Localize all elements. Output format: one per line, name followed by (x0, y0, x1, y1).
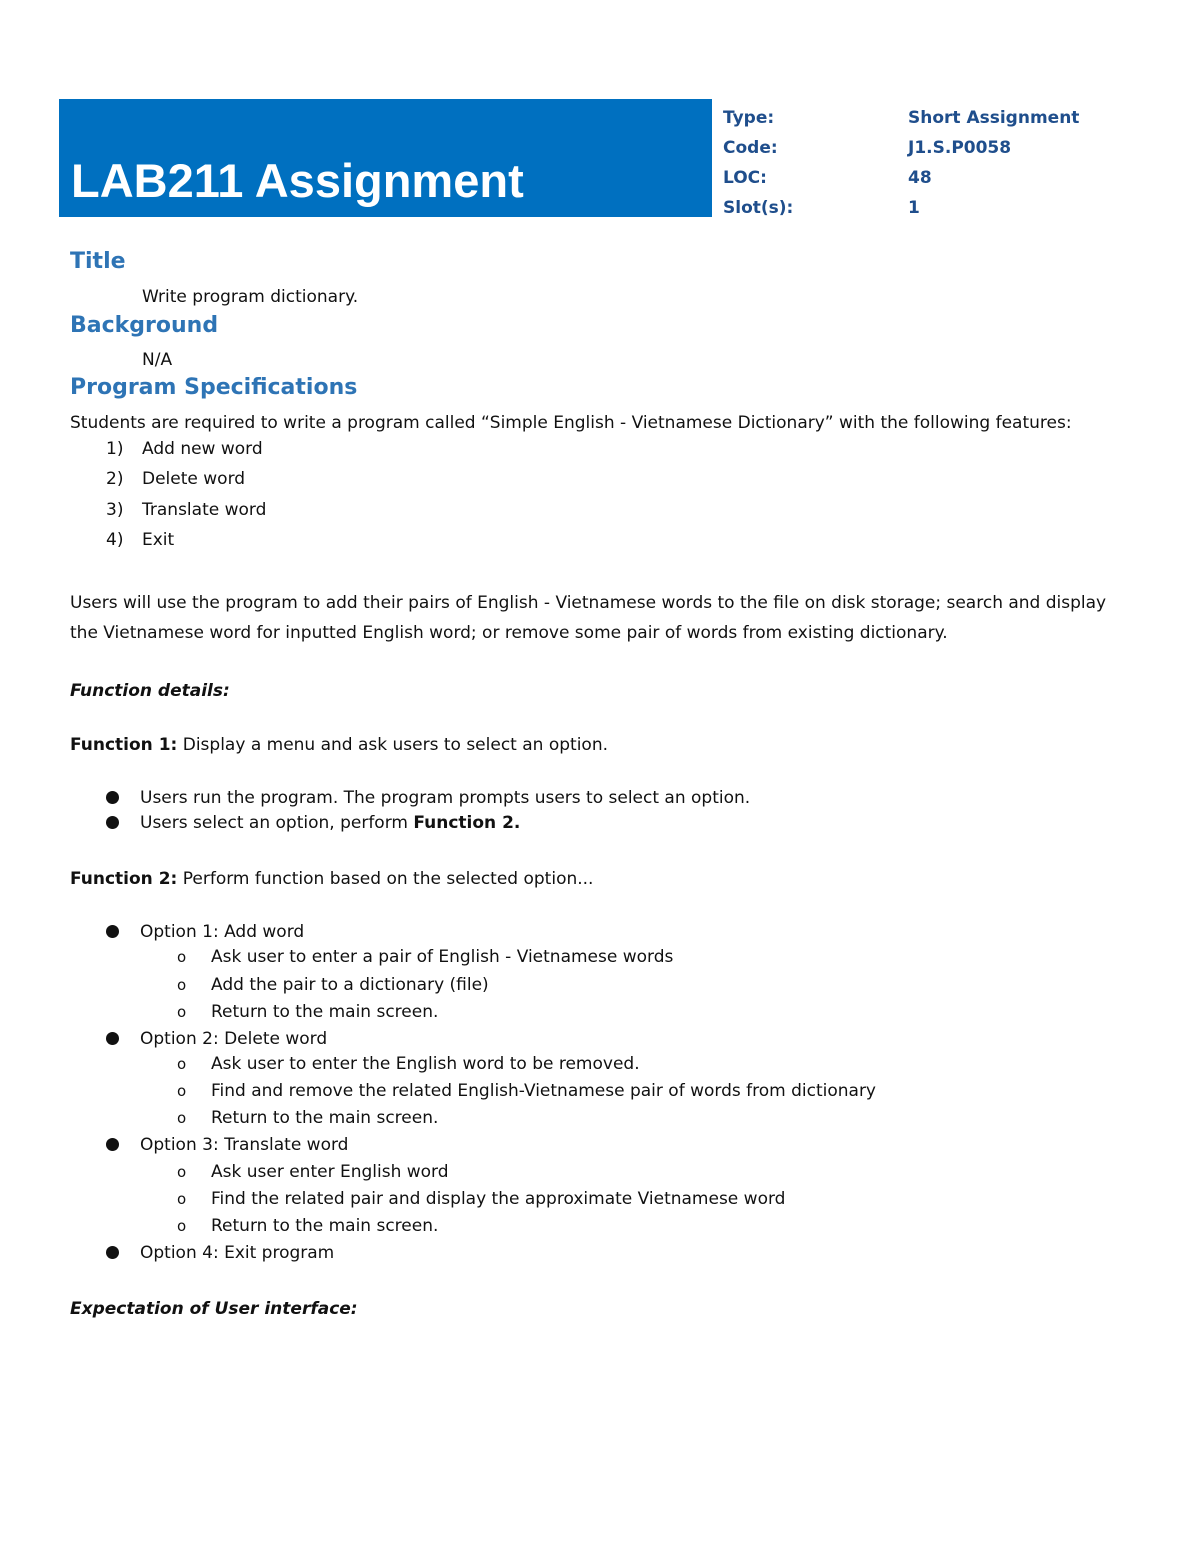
feature-text: Exit (142, 530, 175, 550)
bullet-icon (106, 1138, 119, 1151)
usage-line-1: Users will use the program to add their pairs of English - Vietnamese words to the file on disk storage; search and display (70, 593, 1107, 613)
title-banner (59, 99, 712, 217)
bullet-item (106, 788, 750, 808)
meta-value: Short Assignment (908, 108, 1080, 128)
background-text: N/A (142, 350, 173, 370)
circle-bullet-icon: o (177, 1082, 187, 1100)
feature-item (106, 439, 263, 459)
meta-row-slots (723, 193, 1163, 223)
sub-item-text: Return to the main screen. (211, 1002, 439, 1022)
document-title: LAB211 Assignment (71, 154, 524, 207)
option-item (106, 1243, 334, 1263)
sub-item (177, 1189, 785, 1209)
sub-item (177, 1162, 449, 1182)
bullet-icon (106, 925, 119, 938)
bullet-text: Users run the program. The program prompts users to select an option. (140, 788, 751, 808)
meta-label: Slot(s): (723, 198, 794, 218)
sub-item-text: Find the related pair and display the approximate Vietnamese word (211, 1189, 786, 1209)
circle-bullet-icon: o (177, 948, 187, 966)
feature-text: Translate word (142, 500, 267, 520)
meta-label: LOC: (723, 168, 767, 188)
meta-label: Code: (723, 138, 778, 158)
meta-row-loc (723, 163, 1163, 193)
background-heading: Background (70, 313, 219, 338)
bullet-icon (106, 816, 119, 829)
function-1 (70, 730, 608, 760)
circle-bullet-icon: o (177, 1003, 187, 1021)
bullet-bold-text: Function 2. (413, 813, 521, 833)
bullet-icon (106, 1246, 119, 1259)
feature-number: 2) (106, 469, 124, 489)
feature-item (106, 530, 174, 550)
feature-number: 3) (106, 500, 124, 520)
function-2-label: Function 2: (70, 869, 178, 889)
meta-value: 48 (908, 168, 932, 188)
bullet-text: Users select an option, perform (140, 813, 414, 833)
spec-heading: Program Specifications (70, 375, 358, 400)
meta-value: 1 (908, 198, 920, 218)
sub-item (177, 975, 489, 995)
ui-expectation-heading: Expectation of User interface: (70, 1299, 358, 1319)
sub-item-text: Find and remove the related English-Vietnamese pair of words from dictionary (211, 1081, 876, 1101)
feature-item (106, 469, 245, 489)
feature-text: Delete word (142, 469, 246, 489)
feature-text: Add new word (142, 439, 263, 459)
feature-item (106, 500, 266, 520)
sub-item-text: Add the pair to a dictionary (file) (211, 975, 489, 995)
circle-bullet-icon: o (177, 1163, 187, 1181)
option-text: Option 4: Exit program (140, 1243, 335, 1263)
option-text: Option 1: Add word (140, 922, 305, 942)
sub-item (177, 1216, 438, 1236)
spec-intro: Students are required to write a program called “Simple English - Vietnamese Dictionary” with the following features: (70, 413, 1072, 433)
option-item (106, 922, 304, 942)
sub-item-text: Ask user to enter a pair of English - Vietnamese words (211, 947, 674, 967)
circle-bullet-icon: o (177, 1055, 187, 1073)
function-1-text: Display a menu and ask users to select an option. (177, 735, 608, 755)
meta-value: J1.S.P0058 (908, 138, 1012, 158)
circle-bullet-icon: o (177, 1217, 187, 1235)
bullet-icon (106, 1032, 119, 1045)
function-2-text: Perform function based on the selected option... (177, 869, 594, 889)
function-1-label: Function 1: (70, 735, 178, 755)
option-text: Option 2: Delete word (140, 1029, 328, 1049)
option-item (106, 1029, 327, 1049)
bullet-icon (106, 791, 119, 804)
bullet-item (106, 813, 520, 833)
circle-bullet-icon: o (177, 1109, 187, 1127)
circle-bullet-icon: o (177, 1190, 187, 1208)
sub-item (177, 1108, 438, 1128)
option-item (106, 1135, 348, 1155)
sub-item-text: Return to the main screen. (211, 1216, 439, 1236)
meta-label: Type: (723, 108, 775, 128)
meta-row-code (723, 133, 1163, 163)
sub-item (177, 1002, 438, 1022)
function-details-heading: Function details: (70, 681, 230, 701)
assignment-meta (723, 103, 1163, 223)
usage-line-2: the Vietnamese word for inputted English word; or remove some pair of words from existing dictionary. (70, 623, 948, 643)
sub-item (177, 1054, 640, 1074)
feature-number: 1) (106, 439, 124, 459)
title-heading: Title (70, 249, 126, 274)
sub-item-text: Return to the main screen. (211, 1108, 439, 1128)
title-text: Write program dictionary. (142, 287, 359, 307)
function-2 (70, 864, 593, 894)
option-text: Option 3: Translate word (140, 1135, 349, 1155)
sub-item-text: Ask user to enter the English word to be removed. (211, 1054, 640, 1074)
meta-row-type (723, 103, 1163, 133)
sub-item-text: Ask user enter English word (211, 1162, 449, 1182)
sub-item (177, 1081, 876, 1101)
feature-number: 4) (106, 530, 124, 550)
sub-item (177, 947, 673, 967)
circle-bullet-icon: o (177, 976, 187, 994)
